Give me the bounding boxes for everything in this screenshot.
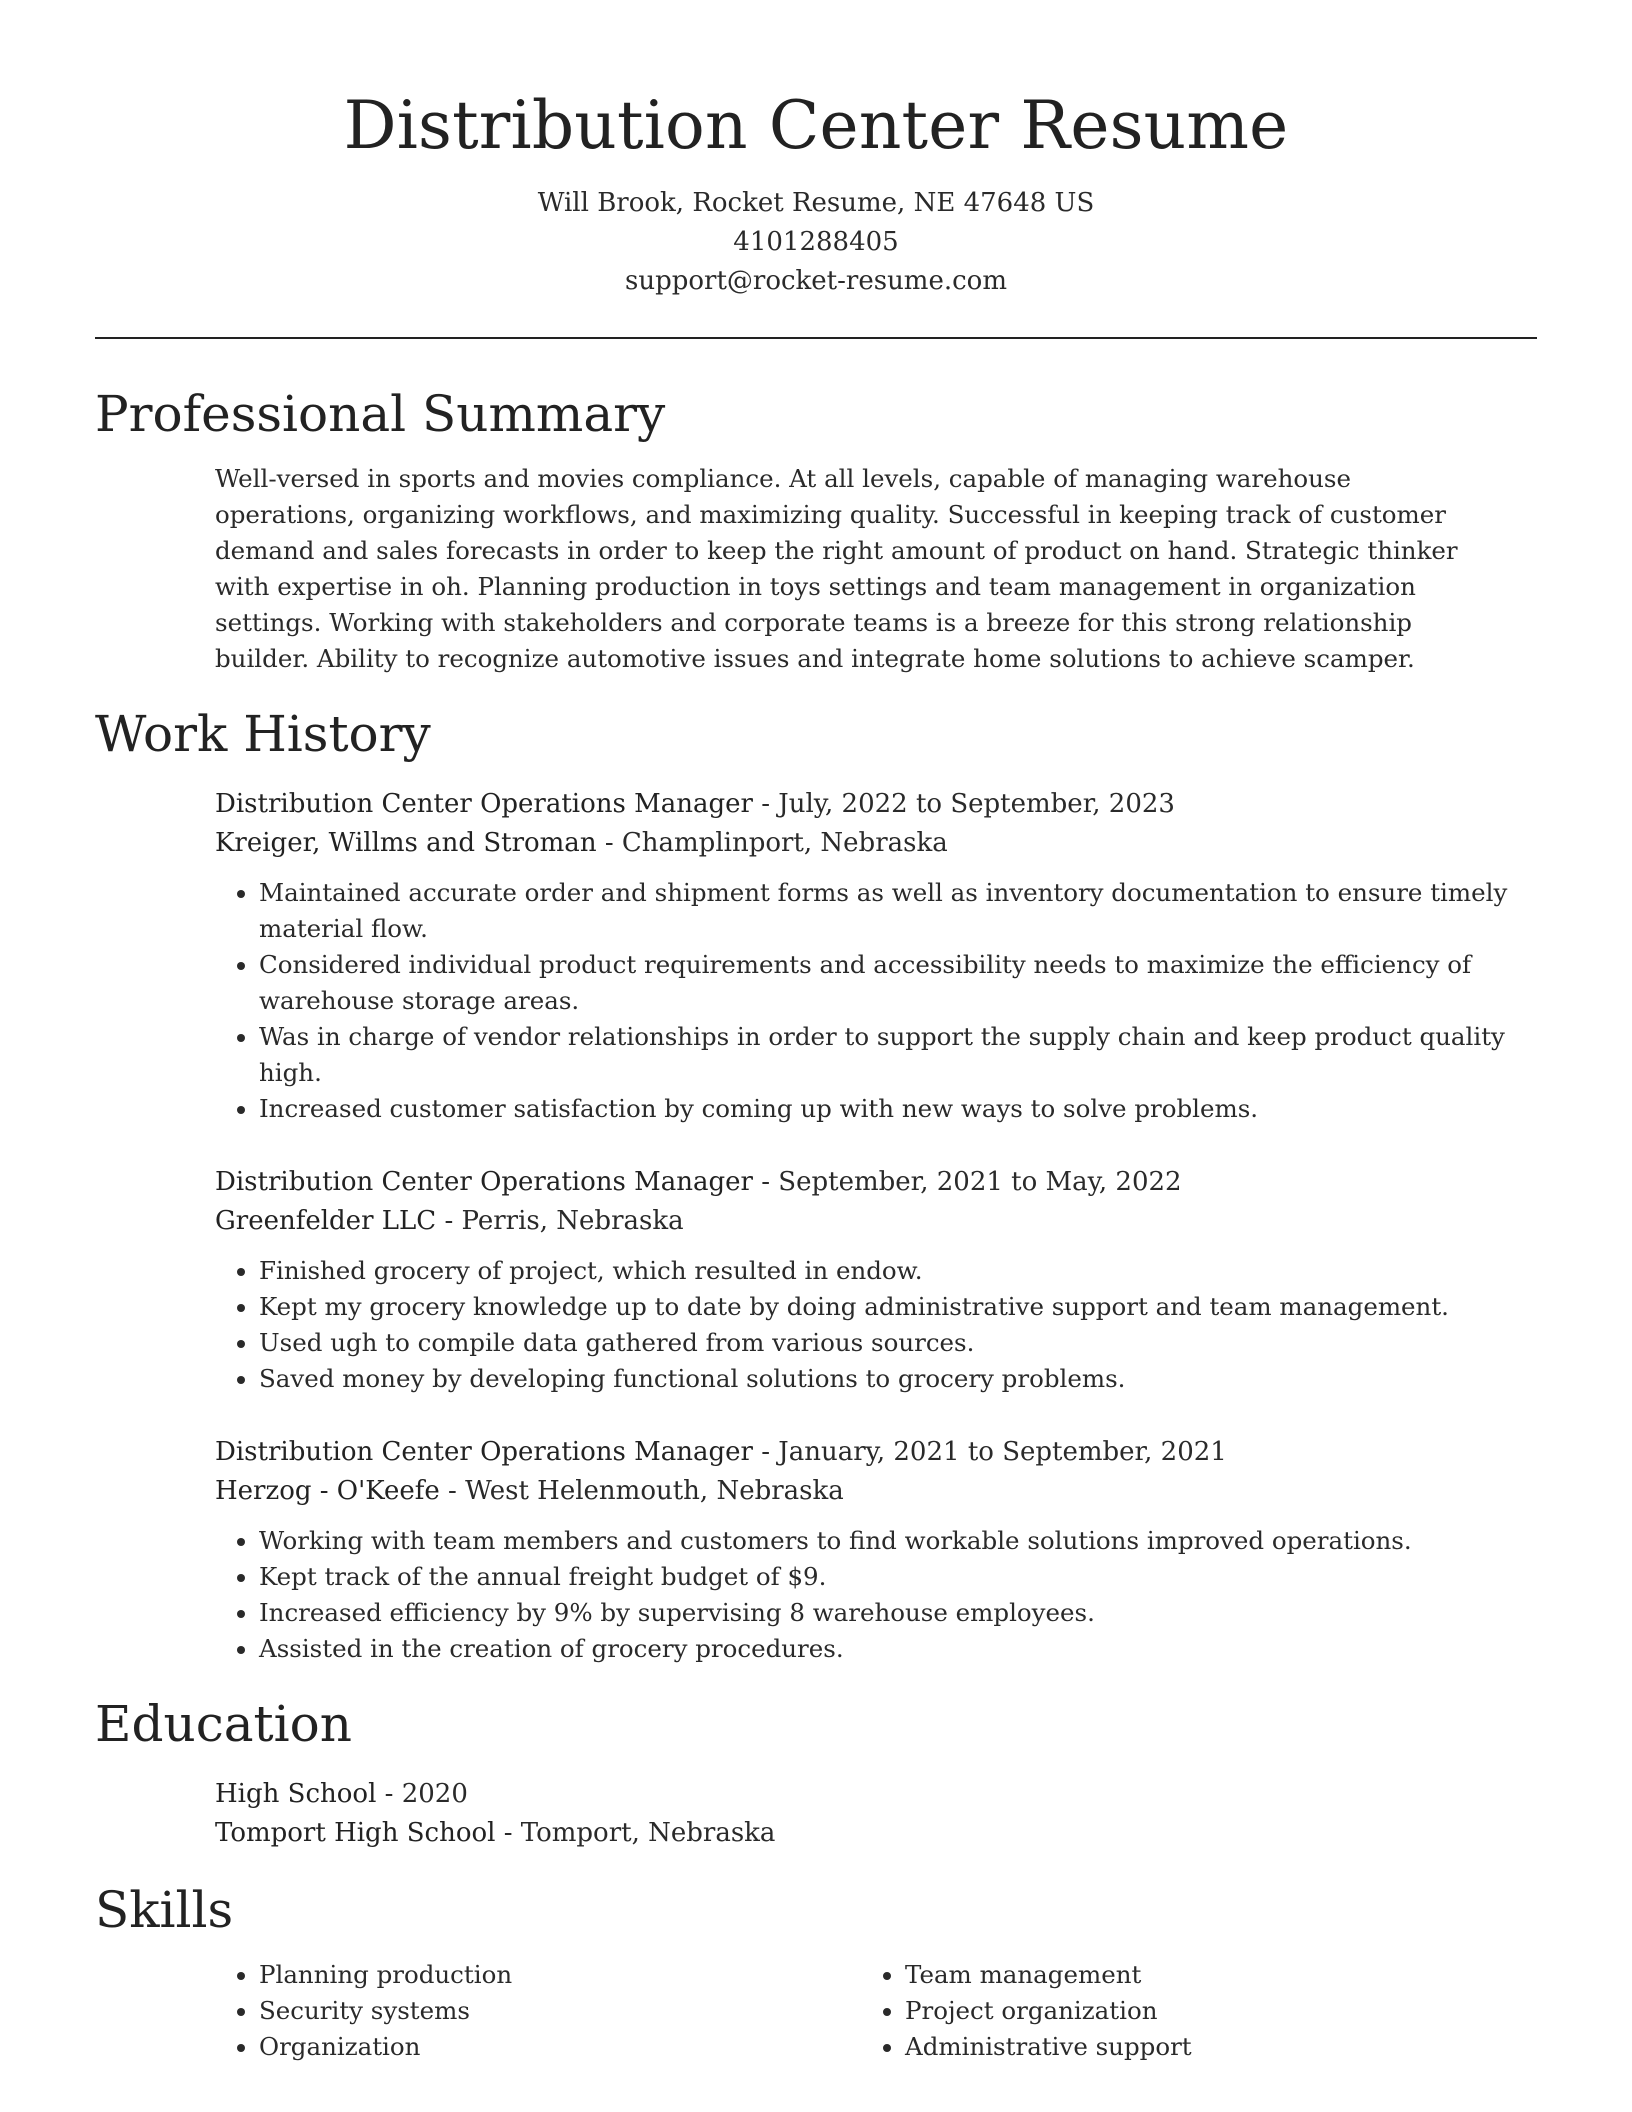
contact-address: Will Brook, Rocket Resume, NE 47648 US — [537, 188, 1095, 218]
job-title: Distribution Center Operations Manager — [215, 1167, 753, 1197]
skills-column-left — [215, 1957, 861, 2065]
job-title-line — [215, 785, 1537, 824]
employer-name: Herzog - O'Keefe — [215, 1476, 440, 1506]
separator: - — [752, 1167, 779, 1197]
skill-item: • Organization — [259, 2029, 861, 2065]
job-bullet: • Used ugh to compile data gathered from various sources. — [259, 1325, 1537, 1361]
education-entry — [215, 1775, 1537, 1853]
summary-text: Well-versed in sports and movies compliance. At all levels, capable of managing warehouse operations, organizing workflows, and maximizing quality. Successful in keeping track of customer demand and sales forecasts in order to keep the right amount of product on hand. Strategic thinker with expertise in oh. Planning production in toys settings and team management in organization settings. Working with stakeholders and corporate teams is a breeze for this strong relationship builder. Ability to recognize automotive issues and integrate home solutions to achieve scamper. — [215, 464, 1458, 673]
employer-location: West Helenmouth, Nebraska — [465, 1476, 844, 1506]
job-bullet: • Finished grocery of project, which resulted in endow. — [259, 1253, 1537, 1289]
employer-line — [215, 1202, 1537, 1241]
separator: - — [752, 1437, 779, 1467]
job-bullet: • Maintained accurate order and shipment forms as well as inventory documentation to ensure timely material flow. — [259, 875, 1537, 947]
skill-item: • Security systems — [259, 1993, 861, 2029]
skills-column-right — [861, 1957, 1507, 2065]
job-dates: July, 2022 to September, 2023 — [778, 789, 1175, 819]
job-bullet: • Working with team members and customers to find workable solutions improved operations. — [259, 1523, 1537, 1559]
separator: - — [439, 1476, 466, 1506]
separator: - — [752, 789, 779, 819]
work-history-section — [95, 701, 1537, 1667]
job-bullet: • Increased efficiency by 9% by supervising 8 warehouse employees. — [259, 1595, 1537, 1631]
employer-location: Perris, Nebraska — [461, 1206, 684, 1236]
job-bullets — [215, 875, 1537, 1127]
contact-email: support@rocket-resume.com — [624, 266, 1007, 296]
job-dates: September, 2021 to May, 2022 — [778, 1167, 1182, 1197]
employer-location: Champlinport, Nebraska — [621, 828, 948, 858]
section-heading-skills: Skills — [95, 1881, 234, 1939]
job-entry — [215, 785, 1537, 1127]
skills-grid — [215, 1957, 1537, 2065]
employer-line — [215, 824, 1537, 863]
job-bullets — [215, 1523, 1537, 1667]
contact-block — [95, 184, 1537, 301]
resume-header — [95, 0, 1537, 301]
job-bullet: • Kept track of the annual freight budget of $9. — [259, 1559, 1537, 1595]
job-dates: January, 2021 to September, 2021 — [778, 1437, 1227, 1467]
section-heading-summary: Professional Summary — [95, 385, 666, 443]
skill-item: • Administrative support — [905, 2029, 1507, 2065]
job-title: Distribution Center Operations Manager — [215, 1437, 753, 1467]
degree-line — [215, 1775, 1537, 1814]
employer-name: Kreiger, Willms and Stroman — [215, 828, 597, 858]
contact-phone: 4101288405 — [733, 227, 899, 257]
separator: - — [495, 1818, 521, 1848]
education-year: 2020 — [401, 1779, 468, 1809]
skill-item: • Team management — [905, 1957, 1507, 1993]
education-section — [95, 1691, 1537, 1853]
job-bullet: • Increased customer satisfaction by coming up with new ways to solve problems. — [259, 1091, 1537, 1127]
skill-item: • Project organization — [905, 1993, 1507, 2029]
separator: - — [436, 1206, 462, 1236]
professional-summary-section — [95, 381, 1537, 677]
employer-line — [215, 1472, 1537, 1511]
separator: - — [376, 1779, 402, 1809]
separator: - — [596, 828, 622, 858]
job-bullet: • Was in charge of vendor relationships in order to support the supply chain and keep product quality high. — [259, 1019, 1537, 1091]
job-bullet: • Considered individual product requirements and accessibility needs to maximize the efficiency of warehouse storage areas. — [259, 947, 1537, 1019]
school-line — [215, 1814, 1537, 1853]
employer-name: Greenfelder LLC — [215, 1206, 437, 1236]
education-school: Tomport High School — [215, 1818, 496, 1848]
section-heading-work: Work History — [95, 705, 431, 763]
skill-item: • Planning production — [259, 1957, 861, 1993]
job-bullets — [215, 1253, 1537, 1397]
job-entry — [215, 1163, 1537, 1397]
education-location: Tomport, Nebraska — [520, 1818, 776, 1848]
job-bullet: • Kept my grocery knowledge up to date by doing administrative support and team management. — [259, 1289, 1537, 1325]
document-title: Distribution Center Resume — [343, 87, 1289, 164]
skills-section — [95, 1877, 1537, 2065]
job-title-line — [215, 1163, 1537, 1202]
job-title: Distribution Center Operations Manager — [215, 789, 753, 819]
header-divider — [95, 337, 1537, 339]
job-entry — [215, 1433, 1537, 1667]
job-bullet: • Saved money by developing functional solutions to grocery problems. — [259, 1361, 1537, 1397]
job-bullet: • Assisted in the creation of grocery procedures. — [259, 1631, 1537, 1667]
job-title-line — [215, 1433, 1537, 1472]
section-heading-education: Education — [95, 1695, 352, 1753]
education-degree: High School — [215, 1779, 377, 1809]
